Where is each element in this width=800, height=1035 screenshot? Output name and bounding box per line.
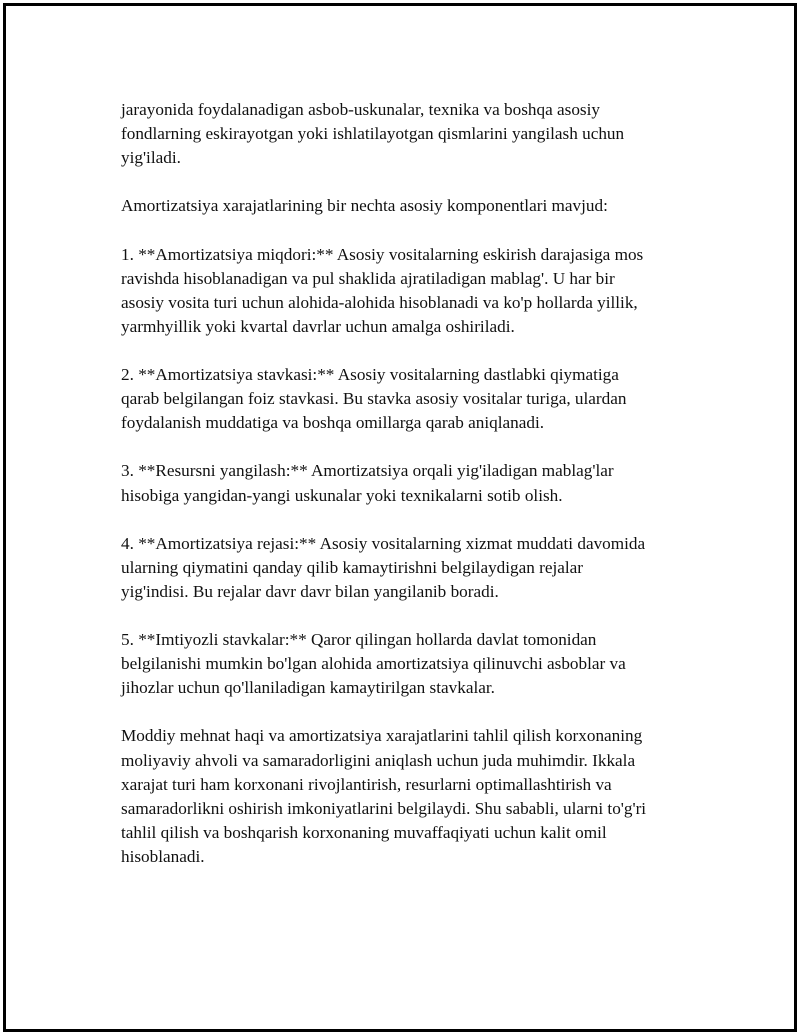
page-frame: [3, 3, 797, 1032]
paragraph-intro-continuation: jarayonida foydalanadigan asbob-uskunalar, texnika va boshqa asosiy fondlarning eskirayotgan yoki ishlatilayotgan qismlarini yangilash uchun yig'iladi.: [121, 100, 625, 168]
list-item-amortization-plan: 4. **Amortizatsiya rejasi:** Asosiy vositalarning xizmat muddati davomida ularning qiymatini qanday qilib kamaytirishni belgilaydigan rejalar yig'indisi. Bu rejalar davr davr bilan yangilanib boradi.: [121, 533, 646, 601]
paragraph-conclusion: Moddiy mehnat haqi va amortizatsiya xarajatlarini tahlil qilish korxonaning moliyaviy ahvoli va samaradorligini aniqlash uchun juda muhimdir. Ikkala xarajat turi ham korxonani rivojlantirish, resurlarni optimallashtirish va samaradorlikni oshirish imkoniyatlarini belgilaydi. Shu sababli, ularni to'g'ri tahlil qilish va boshqarish korxonaning muvaffaqiyati uchun kalit omil hisoblanadi.: [121, 726, 647, 866]
list-item-resource-renewal: 3. **Resursni yangilash:** Amortizatsiya orqali yig'iladigan mablag'lar hisobiga yangidan-yangi uskunalar yoki texnikalarni sotib olish.: [121, 461, 614, 505]
list-item-preferential-rates: 5. **Imtiyozli stavkalar:** Qaror qilingan hollarda davlat tomonidan belgilanishi mumkin bo'lgan alohida amortizatsiya qilinuvchi asboblar va jihozlar uchun qo'llaniladigan kamaytirilgan stavkalar.: [121, 630, 626, 698]
list-item-amortization-amount: 1. **Amortizatsiya miqdori:** Asosiy vositalarning eskirish darajasiga mos ravishda hisoblanadigan va pul shaklida ajratiladigan mablag'. U har bir asosiy vosita turi uchun alohida-alohida hisoblanadi va ko'p hollarda yillik, yarmhyillik yoki kvartal davrlar uchun amalga oshiriladi.: [121, 244, 644, 336]
document-body: [121, 98, 701, 893]
paragraph-components-heading: Amortizatsiya xarajatlarining bir nechta asosiy komponentlari mavjud:: [121, 196, 608, 216]
list-item-amortization-rate: 2. **Amortizatsiya stavkasi:** Asosiy vositalarning dastlabki qiymatiga qarab belgilangan foiz stavkasi. Bu stavka asosiy vositalar turiga, ulardan foydalanish muddatiga va boshqa omillarga qarab aniqlanadi.: [121, 365, 627, 433]
